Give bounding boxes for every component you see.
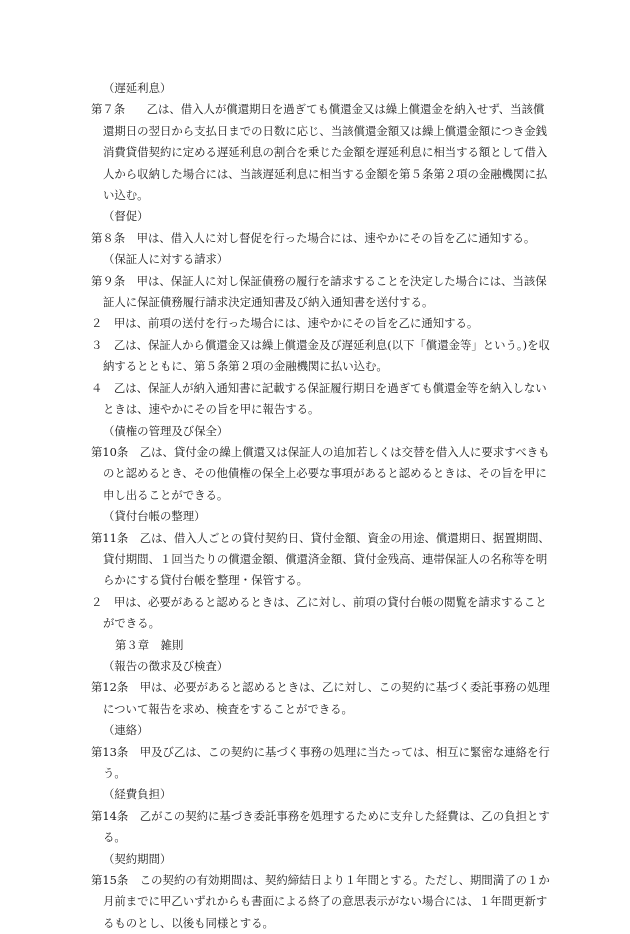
article-15 (91, 870, 551, 934)
item-text: 甲は、前項の送付を行った場合には、速やかにその旨を乙に通知する。 (113, 316, 479, 331)
item-text: 乙は、保証人から償還金又は繰上償還金及び遅延利息(以下「償還金等」という。)を収納するとともに、第５条第２項の金融機関に払い込む。 (103, 337, 550, 374)
heading-communication: （連絡） (103, 723, 149, 738)
article-7 (91, 99, 551, 206)
item-text: 甲は、必要があると認めるときは、乙に対し、前項の貸付台帳の閲覧を請求することができる。 (103, 594, 547, 631)
heading-expense-burden: （経費負担） (103, 787, 172, 802)
article-14 (91, 806, 551, 849)
article-number: 第７条 (91, 102, 126, 117)
article-number: 第８条 (91, 230, 126, 245)
heading-report-inspection: （報告の徴求及び検査） (103, 658, 229, 673)
article-number: 第14条 (91, 808, 129, 823)
article-11-item-2 (91, 592, 551, 635)
heading-dunning: （督促） (103, 209, 149, 224)
heading-delay-interest: （遅延利息） (103, 81, 172, 95)
article-text: 乙は、貸付金の繰上償還又は保証人の追加若しくは交替を借入人に要求すべきものと認めるとき、その他債権の保全上必要な事項があると認めるときは、その旨を甲に申し出ることができる。 (103, 444, 550, 502)
article-10 (91, 442, 551, 506)
chapter-title: 第３章 雑則 (115, 637, 184, 652)
item-number: ３ (91, 337, 103, 352)
article-number: 第10条 (91, 444, 129, 459)
article-9-item-3 (91, 335, 551, 378)
article-text: 乙は、借入人ごとの貸付契約日、貸付金額、資金の用途、償還期日、据置期間、貸付期間、１回当たりの償還金額、償還済金額、貸付金残高、連帯保証人の名称等を明らかにする貸付台帳を整理・保管する。 (103, 530, 550, 588)
article-number: 第13条 (91, 744, 129, 759)
article-text: 甲は、借入人に対し督促を行った場合には、速やかにその旨を乙に通知する。 (136, 230, 536, 245)
heading-contract-period: （契約期間） (103, 851, 172, 866)
item-number: ２ (91, 316, 103, 331)
article-number: 第15条 (91, 873, 129, 888)
item-text: 乙は、保証人が納入通知書に記載する保証履行期日を過ぎても償還金等を納入しないときは、速やかにその旨を甲に報告する。 (103, 380, 547, 417)
article-13 (91, 742, 551, 785)
article-number: 第12条 (91, 680, 129, 695)
article-text: 甲及び乙は、この契約に基づく事務の処理に当たっては、相互に緊密な連絡を行う。 (103, 744, 550, 780)
heading-guarantor-claim: （保証人に対する請求） (103, 252, 229, 267)
article-text: この契約の有効期間は、契約締結日より１年間とする。ただし、期間満了の１か月前までに甲乙いずれからも書面による終了の意思表示がない場合には、１年間更新するものとし、以後も同様とする。 (103, 873, 550, 930)
item-number: ２ (91, 594, 103, 609)
article-text: 甲は、必要があると認めるときは、乙に対し、この契約に基づく委託事務の処理について報告を求め、検査をすることができる。 (103, 680, 550, 716)
item-number: ４ (91, 380, 103, 395)
article-number: 第９条 (91, 273, 126, 288)
article-text: 乙は、借入人が償還期日を過ぎても償還金又は繰上償還金を納入せず、当該償還期日の翌日から支払日までの日数に応じ、当該償還金額又は繰上償還金額につき金銭消費貸借契約に定める遅延利息の割合を乗じた金額を遅延利息に相当する額として借入人から収納した場合には、当該遅延利息に相当する金額を第５条第２項の金融機関に払い込む。 (103, 102, 548, 203)
article-9 (91, 271, 551, 314)
article-9-item-4 (91, 378, 551, 421)
article-text: 乙がこの契約に基づき委託事務を処理するために支弁した経費は、乙の負担とする。 (103, 808, 550, 845)
article-9-item-2 (91, 313, 551, 334)
article-text: 甲は、保証人に対し保証債務の履行を請求することを決定した場合には、当該保証人に保証債務履行請求決定通知書及び納入通知書を送付する。 (103, 273, 547, 310)
article-number: 第11条 (91, 530, 129, 545)
article-12 (91, 677, 551, 720)
heading-credit-management: （債権の管理及び保全） (103, 423, 229, 438)
article-8 (91, 228, 551, 249)
heading-loan-ledger: （貸付台帳の整理） (103, 509, 206, 524)
document-page (91, 78, 551, 934)
article-11 (91, 528, 551, 592)
